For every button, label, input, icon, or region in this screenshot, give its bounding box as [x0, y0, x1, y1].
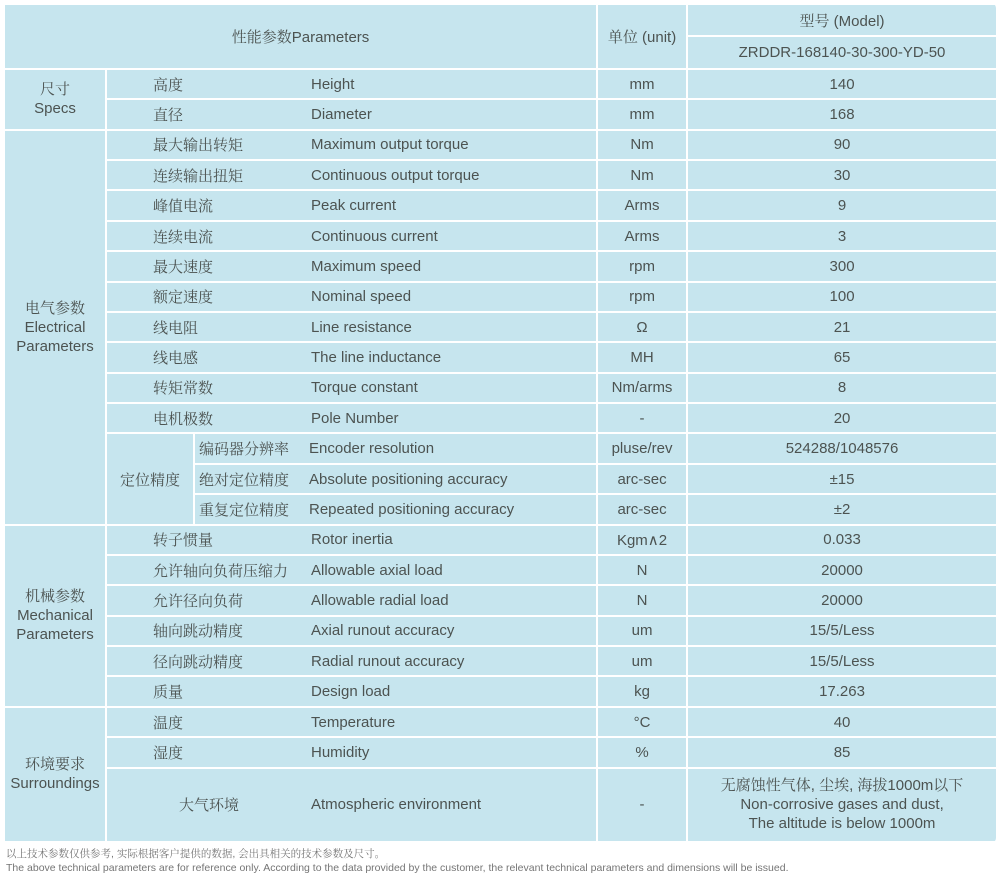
row-label — [106, 707, 597, 737]
row-label-cn: 高度 — [153, 76, 184, 94]
row-label-cn: 大气环境 — [178, 797, 239, 815]
row-label-cn: 湿度 — [153, 744, 184, 762]
table-row — [4, 707, 996, 737]
unit-cell: um — [597, 646, 687, 676]
row-label-en: Temperature — [311, 713, 396, 731]
table-row — [4, 221, 996, 251]
table-row — [4, 646, 996, 676]
unit-cell: Nm — [597, 130, 687, 160]
value-cell: 90 — [687, 130, 996, 160]
value-cell: 30 — [687, 160, 996, 190]
row-label — [106, 646, 597, 676]
row-label-en: Radial runout accuracy — [311, 652, 465, 670]
value-cell: 524288/1048576 — [687, 433, 996, 463]
unit-cell: - — [597, 403, 687, 433]
row-label — [106, 251, 597, 281]
value-cell: 8 — [687, 373, 996, 403]
table-row — [4, 69, 996, 99]
row-label-cn: 允许轴向负荷压缩力 — [153, 562, 289, 580]
row-label-cn: 允许径向负荷 — [153, 593, 244, 610]
value-cell: 20 — [687, 403, 996, 433]
row-label — [194, 464, 597, 494]
row-label-en: Axial runout accuracy — [311, 622, 455, 640]
unit-cell: rpm — [597, 251, 687, 281]
table-row — [4, 99, 996, 129]
row-label-cn: 轴向跳动精度 — [153, 623, 244, 641]
table-row — [4, 768, 996, 842]
row-label — [106, 737, 597, 767]
value-line: 无腐蚀性气体, 尘埃, 海拔1000m以下 — [720, 777, 964, 795]
value-cell — [687, 768, 996, 842]
row-label — [106, 676, 597, 706]
row-label-cn: 最大速度 — [153, 258, 214, 276]
table-row — [4, 555, 996, 585]
unit-cell: °C — [597, 707, 687, 737]
unit-cell: mm — [597, 69, 687, 99]
value-cell: 100 — [687, 282, 996, 312]
spec-table-wrap — [3, 3, 996, 843]
unit-cell: arc-sec — [597, 494, 687, 524]
unit-cell: arc-sec — [597, 464, 687, 494]
unit-cell: pluse/rev — [597, 433, 687, 463]
value-line: Non-corrosive gases and dust, — [740, 796, 944, 814]
table-row — [4, 373, 996, 403]
table-row — [4, 130, 996, 160]
table-row — [4, 433, 996, 463]
value-cell: 17.263 — [687, 676, 996, 706]
header-model-label: 型号 (Model) — [687, 4, 996, 36]
table-row — [4, 160, 996, 190]
row-label-cn: 线电感 — [153, 350, 199, 367]
value-cell: 15/5/Less — [687, 616, 996, 646]
unit-cell: kg — [597, 676, 687, 706]
table-row — [4, 251, 996, 281]
unit-cell: Arms — [597, 190, 687, 220]
row-label — [106, 99, 597, 129]
unit-cell: Nm/arms — [597, 373, 687, 403]
row-label-cn: 重复定位精度 — [199, 501, 290, 519]
value-cell: 20000 — [687, 555, 996, 585]
row-label-en: The line inductance — [311, 349, 442, 366]
table-row — [4, 342, 996, 372]
value-cell: 21 — [687, 312, 996, 342]
row-label-en: Continuous current — [311, 227, 438, 245]
row-label-en: Encoder resolution — [309, 440, 435, 458]
value-cell: 3 — [687, 221, 996, 251]
row-label — [106, 616, 597, 646]
value-cell: 65 — [687, 342, 996, 372]
header-model-value: ZRDDR-168140-30-300-YD-50 — [687, 36, 996, 68]
row-label — [194, 494, 597, 524]
table-row — [4, 312, 996, 342]
row-label — [106, 282, 597, 312]
value-cell: 0.033 — [687, 525, 996, 555]
footer-notes — [3, 843, 996, 875]
table-row — [4, 676, 996, 706]
table-row — [4, 525, 996, 555]
section-label-specs: 尺寸 Specs — [4, 69, 106, 130]
row-label — [106, 221, 597, 251]
row-label-cn: 温度 — [153, 714, 184, 732]
unit-cell: mm — [597, 99, 687, 129]
table-row — [4, 616, 996, 646]
row-label-en: Allowable axial load — [311, 561, 443, 579]
unit-cell: N — [597, 585, 687, 615]
section-label-electrical: 电气参数 Electrical Parameters — [4, 130, 106, 525]
unit-cell: - — [597, 768, 687, 842]
header-row-1 — [4, 4, 996, 36]
subgroup-label-positioning-accuracy: 定位精度 — [106, 433, 194, 524]
row-label — [106, 768, 597, 842]
row-label-cn: 额定速度 — [153, 289, 214, 307]
unit-cell: Nm — [597, 160, 687, 190]
table-row — [4, 403, 996, 433]
row-label-en: Atmospheric environment — [311, 796, 482, 814]
section-label-mechanical: 机械参数 Mechanical Parameters — [4, 525, 106, 707]
value-cell: ±15 — [687, 464, 996, 494]
row-label-en: Maximum speed — [311, 257, 422, 275]
row-label — [106, 342, 597, 372]
unit-cell: rpm — [597, 282, 687, 312]
table-row — [4, 585, 996, 615]
footer-note-en: The above technical parameters are for reference only. According to the data provided by the customer, the relevant technical parameters and dimensions will be issued. — [6, 862, 789, 874]
row-label-cn: 最大输出转矩 — [153, 137, 244, 155]
row-label-cn: 转子惯量 — [153, 532, 214, 550]
row-label-cn: 编码器分辨率 — [199, 441, 290, 459]
row-label-en: Humidity — [311, 743, 370, 761]
header-unit: 单位 (unit) — [597, 4, 687, 69]
value-cell: 168 — [687, 99, 996, 129]
row-label-cn: 绝对定位精度 — [199, 471, 290, 489]
row-label-en: Nominal speed — [311, 288, 412, 306]
row-label-cn: 径向跳动精度 — [153, 653, 244, 671]
value-cell: 140 — [687, 69, 996, 99]
row-label-cn: 连续输出扭矩 — [153, 167, 244, 185]
row-label-en: Diameter — [311, 106, 372, 123]
row-label-en: Rotor inertia — [311, 531, 393, 549]
row-label-en: Height — [311, 75, 355, 93]
row-label-en: Design load — [311, 683, 391, 701]
row-label — [194, 433, 597, 463]
row-label — [106, 312, 597, 342]
row-label — [106, 130, 597, 160]
value-cell: 85 — [687, 737, 996, 767]
unit-cell: um — [597, 616, 687, 646]
header-parameters: 性能参数Parameters — [4, 4, 597, 69]
value-cell: ±2 — [687, 494, 996, 524]
row-label-en: Torque constant — [311, 379, 418, 397]
row-label-cn: 连续电流 — [153, 228, 214, 246]
unit-cell: MH — [597, 342, 687, 372]
row-label — [106, 525, 597, 555]
value-cell: 40 — [687, 707, 996, 737]
table-row — [4, 190, 996, 220]
row-label-en: Peak current — [311, 197, 397, 215]
unit-cell: Kgm∧2 — [597, 525, 687, 555]
row-label — [106, 555, 597, 585]
row-label-en: Repeated positioning accuracy — [309, 500, 515, 518]
value-cell: 15/5/Less — [687, 646, 996, 676]
row-label-cn: 转矩常数 — [153, 380, 214, 398]
row-label-en: Absolute positioning accuracy — [309, 470, 508, 488]
section-label-surroundings: 环境要求 Surroundings — [4, 707, 106, 842]
row-label-cn: 峰值电流 — [153, 198, 214, 216]
row-label-cn: 质量 — [153, 684, 184, 702]
value-cell: 300 — [687, 251, 996, 281]
spec-table — [3, 3, 996, 843]
footer-note-cn: 以上技术参数仅供参考, 实际根据客户提供的数据, 会出具相关的技术参数及尺寸。 — [6, 848, 386, 860]
row-label-en: Continuous output torque — [311, 166, 480, 184]
row-label — [106, 160, 597, 190]
row-label — [106, 373, 597, 403]
unit-cell: Ω — [597, 312, 687, 342]
row-label — [106, 403, 597, 433]
value-cell: 9 — [687, 190, 996, 220]
row-label-cn: 线电阻 — [153, 319, 199, 337]
table-row — [4, 282, 996, 312]
row-label-cn: 电机极数 — [153, 410, 214, 428]
row-label-en: Line resistance — [311, 318, 412, 336]
row-label-en: Allowable radial load — [311, 592, 449, 609]
row-label-en: Maximum output torque — [311, 136, 469, 154]
table-row — [4, 737, 996, 767]
row-label-en: Pole Number — [311, 409, 399, 427]
unit-cell: Arms — [597, 221, 687, 251]
unit-cell: N — [597, 555, 687, 585]
row-label — [106, 190, 597, 220]
unit-cell: % — [597, 737, 687, 767]
value-line: The altitude is below 1000m — [748, 815, 936, 833]
row-label — [106, 585, 597, 615]
value-cell: 20000 — [687, 585, 996, 615]
row-label — [106, 69, 597, 99]
row-label-cn: 直径 — [153, 107, 184, 124]
